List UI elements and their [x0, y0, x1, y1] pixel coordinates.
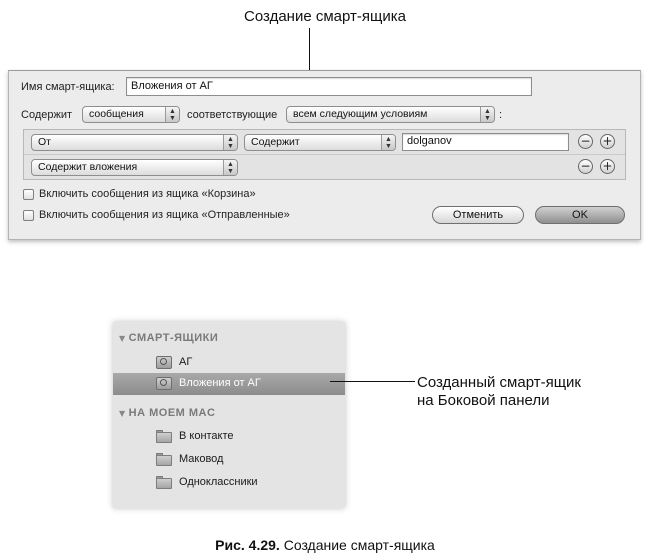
figure-caption [0, 537, 650, 553]
smart-mailbox-icon [156, 356, 172, 369]
popup-arrows-icon: ▲ ▼ [223, 160, 237, 175]
popup-arrows-icon: ▲ ▼ [480, 107, 494, 122]
sidebar-item-smart[interactable] [113, 352, 345, 374]
sidebar-item-mailbox[interactable] [113, 449, 345, 471]
sidebar-item-label: АГ [179, 356, 193, 368]
match-colon: : [499, 109, 503, 121]
sidebar-item-smart-selected[interactable] [113, 373, 345, 395]
rule-row [24, 155, 625, 180]
rule-field-select[interactable] [31, 159, 238, 176]
mac-header-label: НА МОЕМ MAC [128, 407, 216, 419]
rules-list [23, 129, 626, 180]
cancel-button[interactable]: Отменить [432, 206, 524, 224]
sidebar-item-label: Маковод [179, 453, 224, 465]
figure-title: Создание смарт-ящика [283, 537, 435, 553]
side-callout [417, 374, 581, 410]
ok-button[interactable]: OK [535, 206, 625, 224]
callout-line [330, 381, 415, 382]
name-field[interactable]: Вложения от АГ [126, 77, 532, 96]
include-trash-label: Включить сообщения из ящика «Корзина» [39, 188, 256, 200]
rule-field-value: Содержит вложения [38, 161, 138, 173]
popup-arrows-icon: ▲ ▼ [165, 107, 179, 122]
match-select[interactable] [286, 106, 495, 123]
rule-operator-select[interactable] [244, 134, 396, 151]
sidebar-item-label: Вложения от АГ [179, 377, 261, 389]
sidebar-item-mailbox[interactable] [113, 426, 345, 448]
contains-select[interactable] [82, 106, 180, 123]
figure-number: Рис. 4.29. [215, 537, 280, 553]
on-my-mac-header[interactable] [119, 407, 215, 419]
rule-row [24, 130, 625, 155]
sidebar-item-label: Одноклассники [179, 476, 258, 488]
smart-mailboxes-header[interactable] [119, 332, 218, 344]
folder-icon [156, 476, 172, 489]
side-callout-line2: на Боковой панели [417, 392, 550, 409]
mail-sidebar [113, 322, 345, 508]
include-sent-checkbox[interactable] [23, 210, 34, 221]
matching-label: соответствующие [187, 109, 278, 121]
smart-mailbox-dialog [8, 70, 641, 240]
smart-header-label: СМАРТ-ЯЩИКИ [128, 332, 219, 344]
remove-rule-button[interactable]: − [578, 134, 593, 149]
side-callout-line1: Созданный смарт-ящик [417, 374, 581, 391]
rule-value-field[interactable]: dolganov [402, 133, 569, 151]
add-rule-button[interactable]: + [600, 134, 615, 149]
rule-field-select[interactable] [31, 134, 238, 151]
contains-select-value: сообщения [89, 108, 144, 120]
remove-rule-button[interactable]: − [578, 159, 593, 174]
top-callout: Создание смарт-ящика [244, 8, 406, 25]
callout-line [309, 28, 310, 70]
sidebar-item-label: В контакте [179, 430, 234, 442]
contains-label: Содержит [21, 109, 73, 121]
folder-icon [156, 430, 172, 443]
match-select-value: всем следующим условиям [293, 108, 428, 120]
include-trash-checkbox[interactable] [23, 189, 34, 200]
rule-field-value: От [38, 136, 51, 148]
include-sent-label: Включить сообщения из ящика «Отправленные» [39, 209, 290, 221]
name-label: Имя смарт-ящика: [21, 81, 115, 93]
rule-operator-value: Содержит [251, 136, 300, 148]
sidebar-item-mailbox[interactable] [113, 472, 345, 494]
disclosure-triangle-icon: ▼ [119, 334, 126, 343]
folder-icon [156, 453, 172, 466]
add-rule-button[interactable]: + [600, 159, 615, 174]
popup-arrows-icon: ▲ ▼ [223, 135, 237, 150]
disclosure-triangle-icon: ▼ [119, 409, 126, 418]
smart-mailbox-icon [156, 377, 172, 390]
popup-arrows-icon: ▲ ▼ [381, 135, 395, 150]
